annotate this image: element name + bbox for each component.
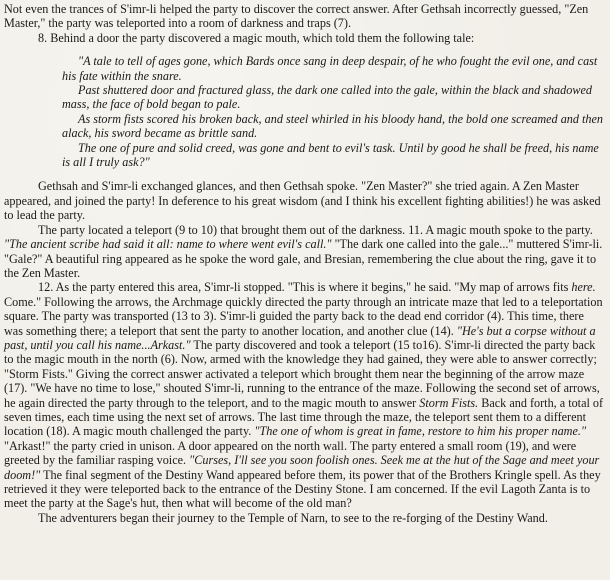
section-8-paragraph: 8. Behind a door the party discovered a magic mouth, which told them the following tale:: [38, 30, 475, 45]
p12-here: here.: [571, 280, 596, 295]
gethsah-paragraph: Gethsah and S'imr-li exchanged glances, and then Gethsah spoke. "Zen Master?" she tried again. A Zen Master appeared, and joined the party! In deference to his great wisdom (and I think his excellent fighting abilities!) he was asked to lead the party.: [4, 179, 601, 223]
p12-text-e: The party discovered and took a teleport (15 to16). S'imr-li directed the party back to the magic mouth in the north (6). Now, armed with the knowledge they had gained, they were able to answer correctly; "Storm Fists." Giving the correct answer activated a teleport which brought them near the beginning of the arrow maze (17). "We have no time to lose," shouted S'imr-li, running to the entrance of the maze. Following the second set of arrows, he again directed the party through to the teleport, and to the magic mouth to answer: [4, 337, 600, 410]
poem-stanza-1: "A tale to tell of ages gone, which Bards once sang in deep despair, of he who fought the evil one, and cast his fate within the snare.: [62, 54, 598, 83]
p12-arkast-quote: "He's but a corpse without a past, until you call his name...Arkast.": [4, 323, 596, 352]
teleport-paragraph: [4, 223, 604, 281]
final-paragraph: The adventurers began their journey to the Temple of Narn, to see to the re-forging of the Destiny Wand.: [38, 510, 548, 525]
p12-text-i: "Arkast!" the party cried in unison. A door appeared on the north wall. The party entered a small room (19), and were greeted by the familiar rasping voice.: [4, 438, 577, 468]
intro-paragraph: Not even the trances of S'imr-li helped the party to discover the correct answer. After Gethsah incorrectly guessed, "Zen Master," the party was teleported into a room of darkness and traps (7).: [4, 2, 589, 31]
p12-text-a: 12. As the party entered this area, S'imr-li stopped. "This is where it begins," he said. "My map of arrows fits: [38, 280, 572, 295]
p12-text-k: The final segment of the Destiny Wand appeared before them, its power that of the Brothers Kringle spell. As they retrieved it they were teleported back to the entrance of the Destiny Stone. I am concerned. If the evil Lagoth Zanta is to meet the party at the Sage's hut, then what will become of the old man?: [4, 467, 601, 511]
p12-storm-fists: Storm Fists.: [419, 395, 479, 410]
poem-stanza-4: The one of pure and solid creed, was gone and bent to evil's task. Until by good he shall be freed, his name is all I truly ask?": [62, 140, 599, 170]
p12-text-g: Back and forth, a total of seven times, each time using the next set of arrows. The last time through the maze, the teleport sent them to a different location (18). A magic mouth challenged the party.: [4, 395, 604, 439]
teleport-quote: "The ancient scribe had said it all: name to where went evil's call.": [4, 237, 332, 252]
p12-fame-quote: "The one of whom is great in fame, restore to him his proper name.": [254, 424, 587, 439]
poem-stanza-2: Past shuttered door and fractured glass, the dark one called into the gale, within the black and shadowed mass, the face of bold began to pale.: [62, 83, 592, 112]
poem-stanza-3: As storm fists scored his broken back, and steel whirled in his bloody hand, the bold one screamed and then alack, his sword became as brittle sand.: [62, 111, 604, 141]
teleport-text-c: "The dark one called into the gale..." muttered S'imr-li. "Gale?" A beautiful ring appeared as he spoke the word gale, and Bresian, remembering the clue about the ring, gave it to the Zen Master.: [4, 237, 603, 280]
section-12-paragraph: [4, 280, 604, 511]
p12-curses-quote: "Curses, I'll see you soon foolish ones. Seek me at the hut of the Sage and meet your doom!": [4, 453, 600, 482]
teleport-text-a: The party located a teleport (9 to 10) that brought them out of the darkness. 11. A magic mouth spoke to the party.: [38, 222, 593, 237]
p12-text-c: Come." Following the arrows, the Archmage quickly directed the party through an intricate maze that led to a teleportation square. The party was transported (13 to 3). S'imr-li guided the party back to the dead end corridor (4). This time, there was something there; a teleport that sent the party to another location, and another clue (14).: [4, 294, 603, 338]
magic-mouth-poem: [62, 54, 604, 169]
